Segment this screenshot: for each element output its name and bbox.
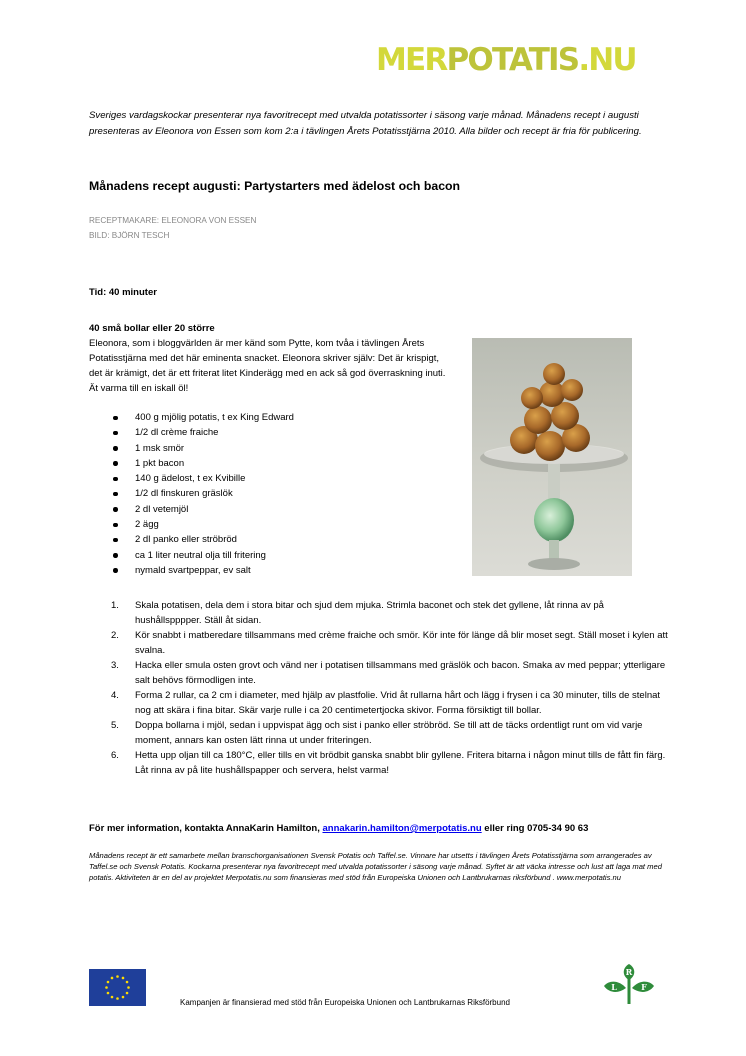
eu-star-icon [126,981,129,984]
eu-star-icon [111,996,114,999]
step-number: 6. [111,750,119,761]
lrf-letter-r: R [625,967,633,977]
contact-line [89,823,588,834]
step-item [89,748,669,778]
eu-star-icon [107,992,110,995]
step-number: 5. [111,720,119,731]
ingredient-item: 400 g mjölig potatis, t ex King Edward [89,410,429,425]
ingredient-item: nymald svartpeppar, ev salt [89,563,429,578]
eu-flag-icon [89,969,146,1006]
eu-star-icon [126,992,129,995]
step-item [89,718,669,748]
eu-star-icon [107,981,110,984]
contact-prefix: För mer information, kontakta AnnaKarin Hamilton, [89,823,323,834]
step-number: 2. [111,630,119,641]
ingredient-item: 1 msk smör [89,441,429,456]
intro-text: Sveriges vardagskockar presenterar nya favoritrecept med utvalda potatissorter i säsong varje månad. Månadens recept i augusti presenteras av Eleonora von Essen som kom 2:a i tävlingen Årets Potatisstjärna 2010. Alla bilder och recept är fria för publicering. [89,110,642,137]
ingredient-item: ca 1 liter neutral olja till fritering [89,548,429,563]
cooking-time: Tid: 40 minuter [89,287,157,298]
eu-star-icon [116,997,119,1000]
ingredient-item: 140 g ädelost, t ex Kvibille [89,471,429,486]
merpotatis-logo[interactable] [376,42,636,78]
step-number: 4. [111,690,119,701]
step-text: Doppa bollarna i mjöl, sedan i uppvispat ägg och sist i panko eller ströbröd. Se till att de täcks ordentligt runt om vid varje moment, annars kan osten lätt rinna ut under friteringen. [135,720,643,746]
step-text: Kör snabbt i matberedare tillsammans med crème fraiche och smör. Kör inte för länge då blir moset segt. Ställ moset i kylen att svalna. [135,630,668,656]
step-item [89,628,669,658]
lrf-letter-f: F [641,982,647,992]
step-text: Skala potatisen, dela dem i stora bitar och sjud dem mjuka. Strimla baconet och stek det gyllene, låt rinna av på hushållspppper. Ställ åt sidan. [135,600,604,626]
ingredient-item: 2 dl panko eller ströbröd [89,532,429,547]
contact-suffix: eller ring 0705-34 90 63 [481,823,589,834]
footnote-text: Månadens recept är ett samarbete mellan branschorganisationen Svensk Potatis och Taffel.se. Vinnare har utsetts i tävlingen Årets Potatisstjärna som arrangerades av Taffel.se och Svensk Potatis. Kockarna presenterar nya favoritrecept med utvalda potatissorter i säsong varje månad. Syftet är att väcka intresse och lust att laga mat med potatis. Aktiviteten är en del av projektet Merpotatis.nu som finansieras med stöd från Europeiska Unionen och Lantbrukarnas riksförbund . www.merpotatis.nu [89,851,662,882]
lrf-logo-icon [600,962,658,1004]
potato-balls-photo-icon [472,338,632,576]
recipe-title: Månadens recept augusti: Partystarters med ädelost och bacon [89,179,461,193]
ingredient-item: 1/2 dl finskuren gräslök [89,486,429,501]
steps-list [89,598,669,778]
step-text: Hacka eller smula osten grovt och vänd ner i potatisen tillsammans med gräslök och bacon. Smaka av med peppar; ytterligare salt behövs förmodligen inte. [135,660,666,686]
contact-email-link[interactable]: annakarin.hamilton@merpotatis.nu [322,823,482,834]
ingredient-item: 1/2 dl crème fraiche [89,425,429,440]
eu-star-icon [116,975,119,978]
eu-star-icon [122,977,125,980]
eu-star-icon [111,977,114,980]
step-number: 3. [111,660,119,671]
step-item [89,688,669,718]
eu-star-icon [127,986,130,989]
recipe-description: Eleonora, som i bloggvärlden är mer känd som Pytte, kom tvåa i tävlingen Årets Potatisstjärna med det här eminenta snacket. Eleonora skriver själv: Det är krispigt, det är krämigt, det är ett friterat litet Kinderägg med en ack så god överraskning inuti. Ät varma till en iskall öl! [89,338,446,394]
logo-part-nu: .NU [578,42,636,78]
recipe-maker-credit: RECEPTMAKARE: ELEONORA VON ESSEN [89,216,257,225]
step-item [89,658,669,688]
funding-text: Kampanjen är finansierad med stöd från Europeiska Unionen och Lantbrukarnas Riksförbund [180,998,510,1007]
eu-star-icon [105,986,108,989]
lrf-letter-l: L [611,982,617,992]
credits [89,214,256,243]
ingredient-item: 2 ägg [89,517,429,532]
ingredients-list [89,410,429,578]
photo-credit: BILD: BJÖRN TESCH [89,230,170,240]
recipe-yield: 40 små bollar eller 20 större [89,323,215,334]
step-item [89,598,669,628]
ingredient-item: 1 pkt bacon [89,456,429,471]
logo-part-mer: MER [376,42,447,78]
step-number: 1. [111,600,119,611]
step-text: Hetta upp oljan till ca 180°C, eller tills en vit brödbit ganska snabbt blir gyllene. Fritera bitarna i någon minut tills de fått fin färg. Låt rinna av på lite hushållspapper och servera, helst varma! [135,750,666,776]
recipe-photo [472,338,632,576]
step-text: Forma 2 rullar, ca 2 cm i diameter, med hjälp av plastfolie. Vrid åt rullarna hårt och lägg i frysen i ca 30 minuter, tills de stelnat nog att skära i fina bitar. Skär varje rulle i ca 20 centimetertjocka skivor. Forma försiktigt till bollar. [135,690,661,716]
ingredient-item: 2 dl vetemjöl [89,502,429,517]
eu-star-icon [122,996,125,999]
logo-part-potatis: POTATIS [446,42,579,78]
